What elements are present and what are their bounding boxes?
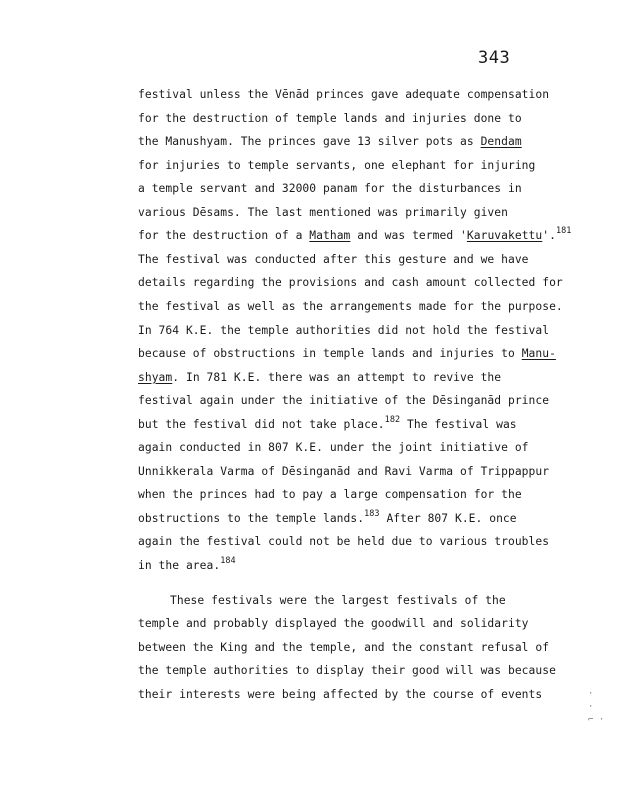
text-line <box>138 182 522 195</box>
text-segment: These festivals were the largest festivals of the <box>170 594 506 607</box>
text-segment: festival again under the initiative of the Dēsinganād prince <box>138 394 550 408</box>
text-segment: Dendam <box>480 135 522 149</box>
text-segment: '. <box>542 229 556 243</box>
text-line <box>138 664 556 677</box>
text-line <box>138 253 529 266</box>
text-line <box>138 465 549 478</box>
text-line <box>138 159 535 172</box>
text-line <box>138 556 236 572</box>
text-segment: In 764 K.E. the temple authorities did not hold the festival <box>138 323 550 337</box>
text-segment: Manu- <box>521 347 556 361</box>
text-line <box>138 488 522 501</box>
text-segment: details regarding the provisions and cash amount collected for <box>138 276 563 290</box>
text-segment: Unnikkerala Varma of Dēsinganād and Ravi Varma of Trippappur <box>138 464 550 478</box>
text-line <box>138 535 549 548</box>
text-segment: again conducted in 807 K.E. under the joint initiative of <box>138 441 529 455</box>
text-segment: festival unless the Vēnād princes gave adequate compensation <box>138 88 550 101</box>
text-line <box>138 88 549 101</box>
text-segment: The festival was <box>400 417 517 431</box>
text-segment: when the princes had to pay a large compensation for the <box>138 488 522 502</box>
text-segment: shyam <box>138 370 173 384</box>
text-line <box>138 206 508 219</box>
text-line <box>138 347 556 360</box>
text-segment: . In 781 K.E. there was an attempt to revive the <box>172 370 502 384</box>
text-line <box>138 324 549 337</box>
text-segment: a temple servant and 32000 panam for the disturbances in <box>138 182 522 196</box>
text-segment: for the destruction of temple lands and injuries done to <box>138 111 522 125</box>
footnote-ref: 181 <box>555 226 572 237</box>
text-segment: Karuvakettu <box>466 229 543 243</box>
text-segment: The festival was conducted after this gesture and we have <box>138 252 529 266</box>
text-line <box>138 617 529 630</box>
text-segment: the Manushyam. The princes gave 13 silver pots as <box>138 135 481 149</box>
text-segment: the festival as well as the arrangements made for the purpose. <box>138 299 563 313</box>
text-line <box>138 441 529 454</box>
text-line <box>138 135 522 148</box>
text-segment: because of obstructions in temple lands and injuries to <box>138 347 522 361</box>
text-segment: and was termed ' <box>350 229 467 243</box>
text-segment: their interests were being affected by the course of events <box>138 687 543 701</box>
text-line <box>138 112 522 125</box>
text-segment: again the festival could not be held due to various troubles <box>138 535 550 549</box>
text-segment: the temple authorities to display their good will was because <box>138 664 556 678</box>
text-segment: Matham <box>309 229 351 243</box>
text-line <box>138 371 501 384</box>
footnote-ref: 183 <box>364 508 380 519</box>
text-line <box>138 508 517 525</box>
text-line <box>138 688 542 701</box>
text-segment: for injuries to temple servants, one elephant for injuring <box>138 158 536 172</box>
footnote-ref: 184 <box>220 556 236 566</box>
text-segment: in the area. <box>138 559 221 572</box>
text-line <box>138 300 563 313</box>
footnote-ref: 182 <box>384 414 401 425</box>
text-segment: temple and probably displayed the goodwill and solidarity <box>138 617 529 631</box>
text-segment: obstructions to the temple lands. <box>138 511 365 525</box>
page-number: 343 <box>478 48 511 68</box>
text-segment: various Dēsams. The last mentioned was primarily given <box>138 205 508 219</box>
text-line <box>138 641 549 654</box>
text-segment: for the destruction of a <box>138 229 310 243</box>
text-segment: After 807 K.E. once <box>379 511 517 525</box>
text-line <box>138 226 572 243</box>
text-segment: but the festival did not take place. <box>138 417 385 431</box>
text-line <box>170 594 506 607</box>
text-line <box>138 414 517 431</box>
text-segment: between the King and the temple, and the constant refusal of <box>138 640 550 654</box>
margin-scan-marks: · · ⌐ · <box>588 689 605 725</box>
text-line <box>138 394 549 407</box>
text-line <box>138 276 563 289</box>
